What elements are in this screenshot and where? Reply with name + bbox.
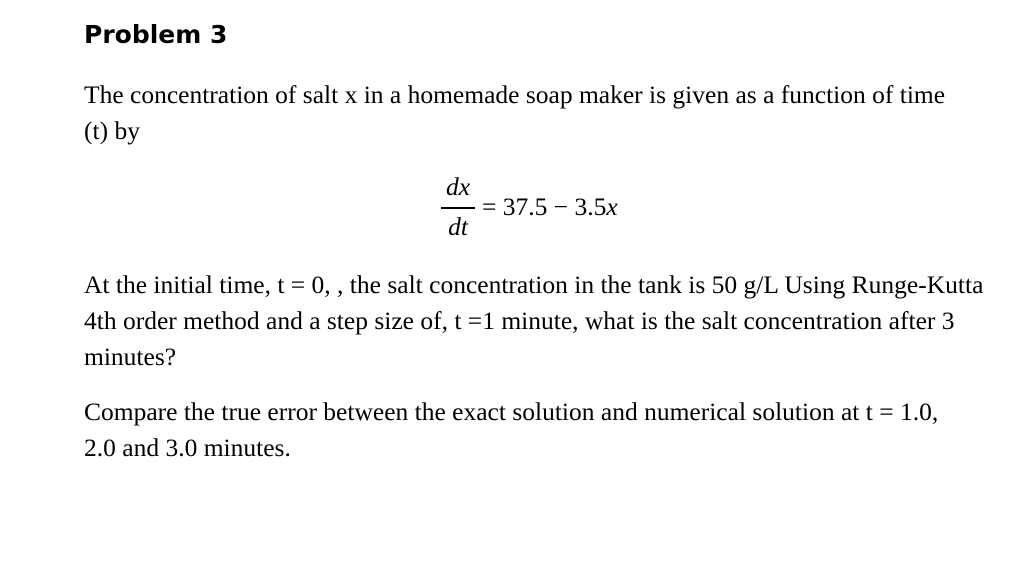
fraction-bar bbox=[441, 207, 475, 209]
question-paragraph: At the initial time, t = 0, , the salt concentration in the tank is 50 g/L Using Runge-Kutta 4th order method and a step size of, t =1 minute, what is the salt concentration after 3 minutes? bbox=[84, 270, 984, 371]
compare-paragraph: Compare the true error between the exact solution and numerical solution at t = 1.0, 2.0 and 3.0 minutes. bbox=[84, 397, 939, 462]
equation-rhs-constant: = 37.5 − 3.5 bbox=[482, 192, 607, 221]
fraction-denominator: dt bbox=[448, 212, 468, 241]
equation-right-side bbox=[482, 192, 618, 222]
intro-paragraph: The concentration of salt x in a homemade soap maker is given as a function of time (t) by bbox=[84, 80, 946, 145]
problem-heading: Problem 3 bbox=[84, 20, 228, 49]
fraction-numerator: dx bbox=[445, 172, 471, 201]
equation-rhs-variable: x bbox=[606, 192, 618, 221]
